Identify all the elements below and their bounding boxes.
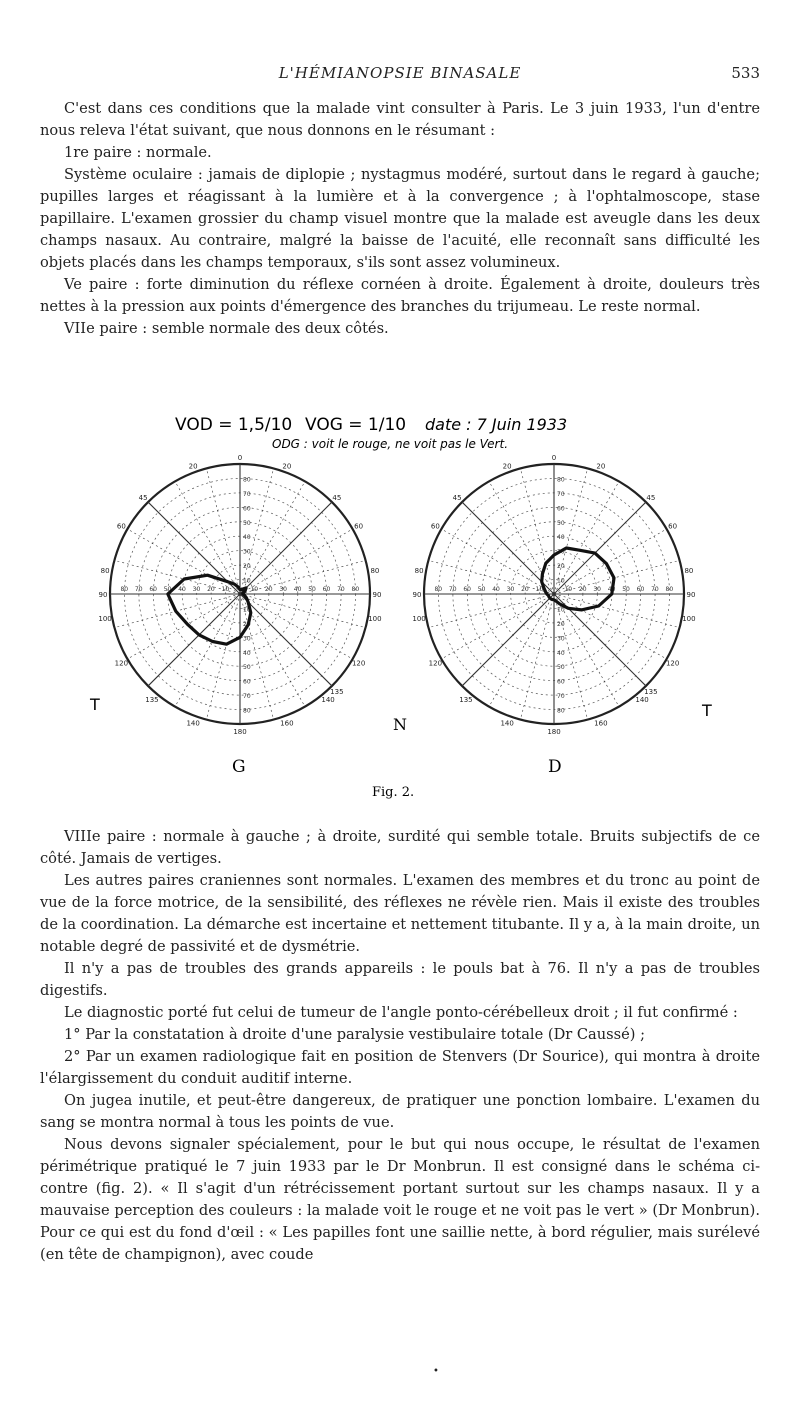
tick-label: 20 <box>557 620 565 628</box>
vod-label: VOD = 1,5/10 <box>175 415 293 435</box>
tick-label: 20 <box>243 620 251 628</box>
meridian-line <box>240 502 332 594</box>
outer-degree-label: 0 <box>551 454 557 462</box>
outer-degree-label: 60 <box>430 522 440 531</box>
figure-caption: Fig. 2. <box>372 785 415 800</box>
vog-label: VOG = 1/10 <box>305 415 407 435</box>
meridian-line <box>554 594 667 659</box>
tick-label: 50 <box>308 586 316 593</box>
paragraph: On jugea inutile, et peut-être dangereux, de pratiquer une ponction lombaire. L'examen du sang se montra normal à tous les points de vue. <box>40 1092 760 1131</box>
paragraph: Système oculaire : jamais de diplopie ; nystagmus modéré, surtout dans le regard à gauche; pupilles larges et réagissant à la lumière et à la convergence ; à l'ophtalmoscope, stase papillaire. L'examen grossier du champ visuel montre que la malade est aveugle dans les deux champs nasaux. Au contraire, malgré la baisse de l'acuité, elle reconnaît sans difficulté les objets placés dans les champs temporaux, s'ils sont assez volumineux. <box>40 166 760 271</box>
text-block-bottom <box>40 826 760 1266</box>
outer-degree-label: 160 <box>280 719 294 728</box>
tick-label: 10 <box>243 606 251 614</box>
outer-degree-label: 135 <box>644 687 658 696</box>
perimetry-figure <box>60 400 740 800</box>
outer-degree-label: 100 <box>368 614 382 623</box>
outer-degree-label: 20 <box>502 462 512 471</box>
outer-degree-label: 140 <box>635 695 649 704</box>
tick-label: 40 <box>178 586 186 593</box>
left-eye-label: G <box>232 757 246 777</box>
paragraph: Ve paire : forte diminution du réflexe cornéen à droite. Également à droite, douleurs très nettes à la pression aux points d'émergence des branches du trijumeau. Le reste normal. <box>40 276 760 315</box>
right-visual-field-outline <box>542 548 614 610</box>
tick-label: 50 <box>557 664 565 672</box>
outer-degree-label: 135 <box>145 695 159 704</box>
outer-degree-label: 140 <box>186 719 200 728</box>
date-label: date : 7 Juin 1933 <box>425 415 568 434</box>
tick-label: 60 <box>243 505 251 513</box>
outer-degree-label: 90 <box>412 591 422 599</box>
tick-label: 70 <box>557 490 565 498</box>
tick-label: 70 <box>243 693 251 701</box>
left-temporal-label: T <box>90 695 100 714</box>
outer-degree-label: 140 <box>500 719 514 728</box>
paragraph: VIIe paire : semble normale des deux côtés. <box>64 320 389 337</box>
tick-label: 10 <box>557 577 565 585</box>
tick-label: 80 <box>351 586 360 593</box>
outer-degree-label: 120 <box>114 659 129 668</box>
tick-label: 80 <box>243 707 251 715</box>
tick-label: 60 <box>322 586 331 593</box>
outer-degree-label: 180 <box>233 728 247 736</box>
tick-label: 40 <box>243 534 251 542</box>
paragraph: VIIIe paire : normale à gauche ; à droite, surdité qui semble totale. Bruits subjectifs de ce côté. Jamais de vertiges. <box>40 828 760 867</box>
meridian-line <box>520 468 554 594</box>
tick-label: 40 <box>607 586 616 593</box>
tick-label: 30 <box>506 586 515 593</box>
outer-degree-label: 120 <box>665 659 680 668</box>
tick-label: 70 <box>134 586 143 593</box>
outer-degree-label: 20 <box>282 462 292 471</box>
outer-degree-label: 140 <box>321 695 335 704</box>
tick-label: 60 <box>243 678 251 686</box>
tick-label: 70 <box>448 586 457 593</box>
meridian-line <box>520 594 554 720</box>
outer-degree-label: 120 <box>351 659 366 668</box>
outer-degree-label: 80 <box>684 567 694 576</box>
meridian-line <box>240 468 274 594</box>
meridian-line <box>240 560 366 594</box>
tick-label: 60 <box>557 505 565 513</box>
outer-degree-label: 160 <box>594 719 608 728</box>
outer-degree-label: 80 <box>414 567 424 576</box>
tick-label: 50 <box>557 519 565 527</box>
outer-degree-label: 20 <box>188 462 198 471</box>
tick-label: 80 <box>557 707 565 715</box>
tick-label: 80 <box>665 586 674 593</box>
meridian-line <box>240 594 353 659</box>
paragraph: Les autres paires craniennes sont normales. L'examen des membres et du tronc au point de vue de la force motrice, de la sensibilité, des réflexes ne révèle rien. Mais il existe des troubles de la coordination. La démarche est incertaine et nettement titubante. Il y a, à la main droite, un notable degré de passivité et de dysmétrie. <box>40 872 760 955</box>
outer-degree-label: 90 <box>686 591 696 599</box>
tick-label: 10 <box>564 586 573 593</box>
tick-label: 80 <box>557 476 565 484</box>
tick-label: 30 <box>557 635 565 643</box>
outer-degree-label: 45 <box>646 494 656 503</box>
meridian-line <box>462 502 554 594</box>
tick-label: 40 <box>557 534 565 542</box>
meridian-line <box>489 481 554 594</box>
tick-label: 10 <box>250 586 259 593</box>
outer-degree-label: 100 <box>412 614 426 623</box>
tick-label: 40 <box>492 586 500 593</box>
paragraph: 1° Par la constatation à droite d'une paralysie vestibulaire totale (Dr Caussé) ; <box>64 1026 646 1043</box>
tick-label: 50 <box>477 586 486 593</box>
tick-label: 40 <box>293 586 302 593</box>
text-block-top <box>40 98 760 340</box>
tick-label: 60 <box>636 586 645 593</box>
tick-label: 70 <box>557 693 565 701</box>
outer-degree-label: 135 <box>459 695 473 704</box>
tick-label: 80 <box>120 586 129 593</box>
tick-label: 10 <box>535 586 544 593</box>
outer-degree-label: 60 <box>354 522 364 531</box>
outer-degree-label: 100 <box>682 614 696 623</box>
tick-label: 50 <box>163 586 172 593</box>
paragraph: 1re paire : normale. <box>64 144 212 161</box>
tick-label: 20 <box>264 586 273 593</box>
tick-label: 30 <box>279 586 287 593</box>
outer-degree-label: 45 <box>452 494 462 503</box>
outer-degree-label: 180 <box>547 728 561 736</box>
nasal-label: N <box>393 715 407 734</box>
meridian-line <box>240 594 332 686</box>
outer-degree-label: 20 <box>596 462 606 471</box>
tick-label: 30 <box>243 635 251 643</box>
meridian-line <box>148 594 240 686</box>
tick-label: 50 <box>622 586 630 593</box>
tick-label: 30 <box>243 548 251 556</box>
outer-degree-label: 100 <box>98 614 112 623</box>
meridian-line <box>206 594 240 720</box>
paragraph: C'est dans ces conditions que la malade vint consulter à Paris. Le 3 juin 1933, l'un d'entre nous releva l'état suivant, que nous donnons en le résumant : <box>40 100 760 139</box>
outer-degree-label: 60 <box>668 522 678 531</box>
tick-label: 20 <box>207 586 215 593</box>
outer-degree-label: 120 <box>428 659 443 668</box>
meridian-line <box>240 594 366 628</box>
tick-label: 70 <box>243 490 251 498</box>
tick-label: 20 <box>243 563 251 571</box>
outer-degree-label: 90 <box>98 591 108 599</box>
outer-degree-label: 0 <box>237 454 243 462</box>
tick-label: 30 <box>192 586 201 593</box>
tick-label: 10 <box>221 586 230 593</box>
paragraph: Il n'y a pas de troubles des grands appareils : le pouls bat à 76. Il n'y a pas de troubles digestifs. <box>40 960 760 999</box>
outer-degree-label: 60 <box>116 522 126 531</box>
outer-degree-label: 90 <box>372 591 382 599</box>
meridian-line <box>554 560 680 594</box>
right-eye-chart <box>412 454 695 736</box>
meridian-line <box>175 481 240 594</box>
outer-degree-label: 45 <box>332 494 342 503</box>
tick-label: 40 <box>557 649 565 657</box>
tick-label: 50 <box>243 664 251 672</box>
tick-label: 60 <box>557 678 565 686</box>
tick-label: 80 <box>434 586 443 593</box>
tick-label: 20 <box>521 586 529 593</box>
print-dot: • <box>433 1366 439 1377</box>
meridian-line <box>441 594 554 659</box>
running-title: L'HÉMIANOPSIE BINASALE <box>278 64 522 82</box>
tick-label: 10 <box>243 577 251 585</box>
tick-label: 60 <box>463 586 471 593</box>
paragraph: Nous devons signaler spécialement, pour le but qui nous occupe, le résultat de l'examen périmétrique pratiqué le 7 juin 1933 par le Dr Monbrun. Il est consigné dans le schéma ci-contre (fig. 2). « Il s'agit d'un rétrécissement portant surtout sur les champs nasaux. Il y a mauvaise perception des couleurs : la malade voit le rouge et ne voit pas le vert » (Dr Monbrun). Pour ce qui est du fond d'œil : « Les papilles font une saillie nette, à bord régulier, mais surélevé (en tête de champignon), avec coude <box>40 1136 760 1263</box>
outer-degree-label: 45 <box>138 494 148 503</box>
tick-label: 60 <box>149 586 157 593</box>
right-temporal-label: T <box>702 701 712 720</box>
tick-label: 20 <box>557 563 565 571</box>
tick-label: 40 <box>243 649 251 657</box>
right-eye-label: D <box>548 757 562 777</box>
odg-note: ODG : voit le rouge, ne voit pas le Vert. <box>272 437 509 451</box>
left-eye-chart <box>98 454 381 736</box>
outer-degree-label: 80 <box>100 567 110 576</box>
tick-label: 30 <box>557 548 565 556</box>
tick-label: 70 <box>337 586 345 593</box>
outer-degree-label: 80 <box>370 567 380 576</box>
meridian-line <box>428 594 554 628</box>
paragraph: Le diagnostic porté fut celui de tumeur de l'angle ponto-cérébelleux droit ; il fut confirmé : <box>64 1004 738 1021</box>
meridian-line <box>462 594 554 686</box>
tick-label: 20 <box>578 586 587 593</box>
page-number: 533 <box>731 64 760 82</box>
page-header <box>40 62 760 86</box>
tick-label: 70 <box>651 586 659 593</box>
tick-label: 30 <box>593 586 601 593</box>
meridian-line <box>127 594 240 659</box>
outer-degree-label: 135 <box>330 687 344 696</box>
meridian-line <box>554 594 680 628</box>
tick-label: 80 <box>243 476 251 484</box>
tick-label: 10 <box>557 606 565 614</box>
paragraph: 2° Par un examen radiologique fait en position de Stenvers (Dr Sourice), qui montra à droite l'élargissement du conduit auditif interne. <box>40 1048 760 1087</box>
tick-label: 50 <box>243 519 251 527</box>
meridian-line <box>554 468 588 594</box>
